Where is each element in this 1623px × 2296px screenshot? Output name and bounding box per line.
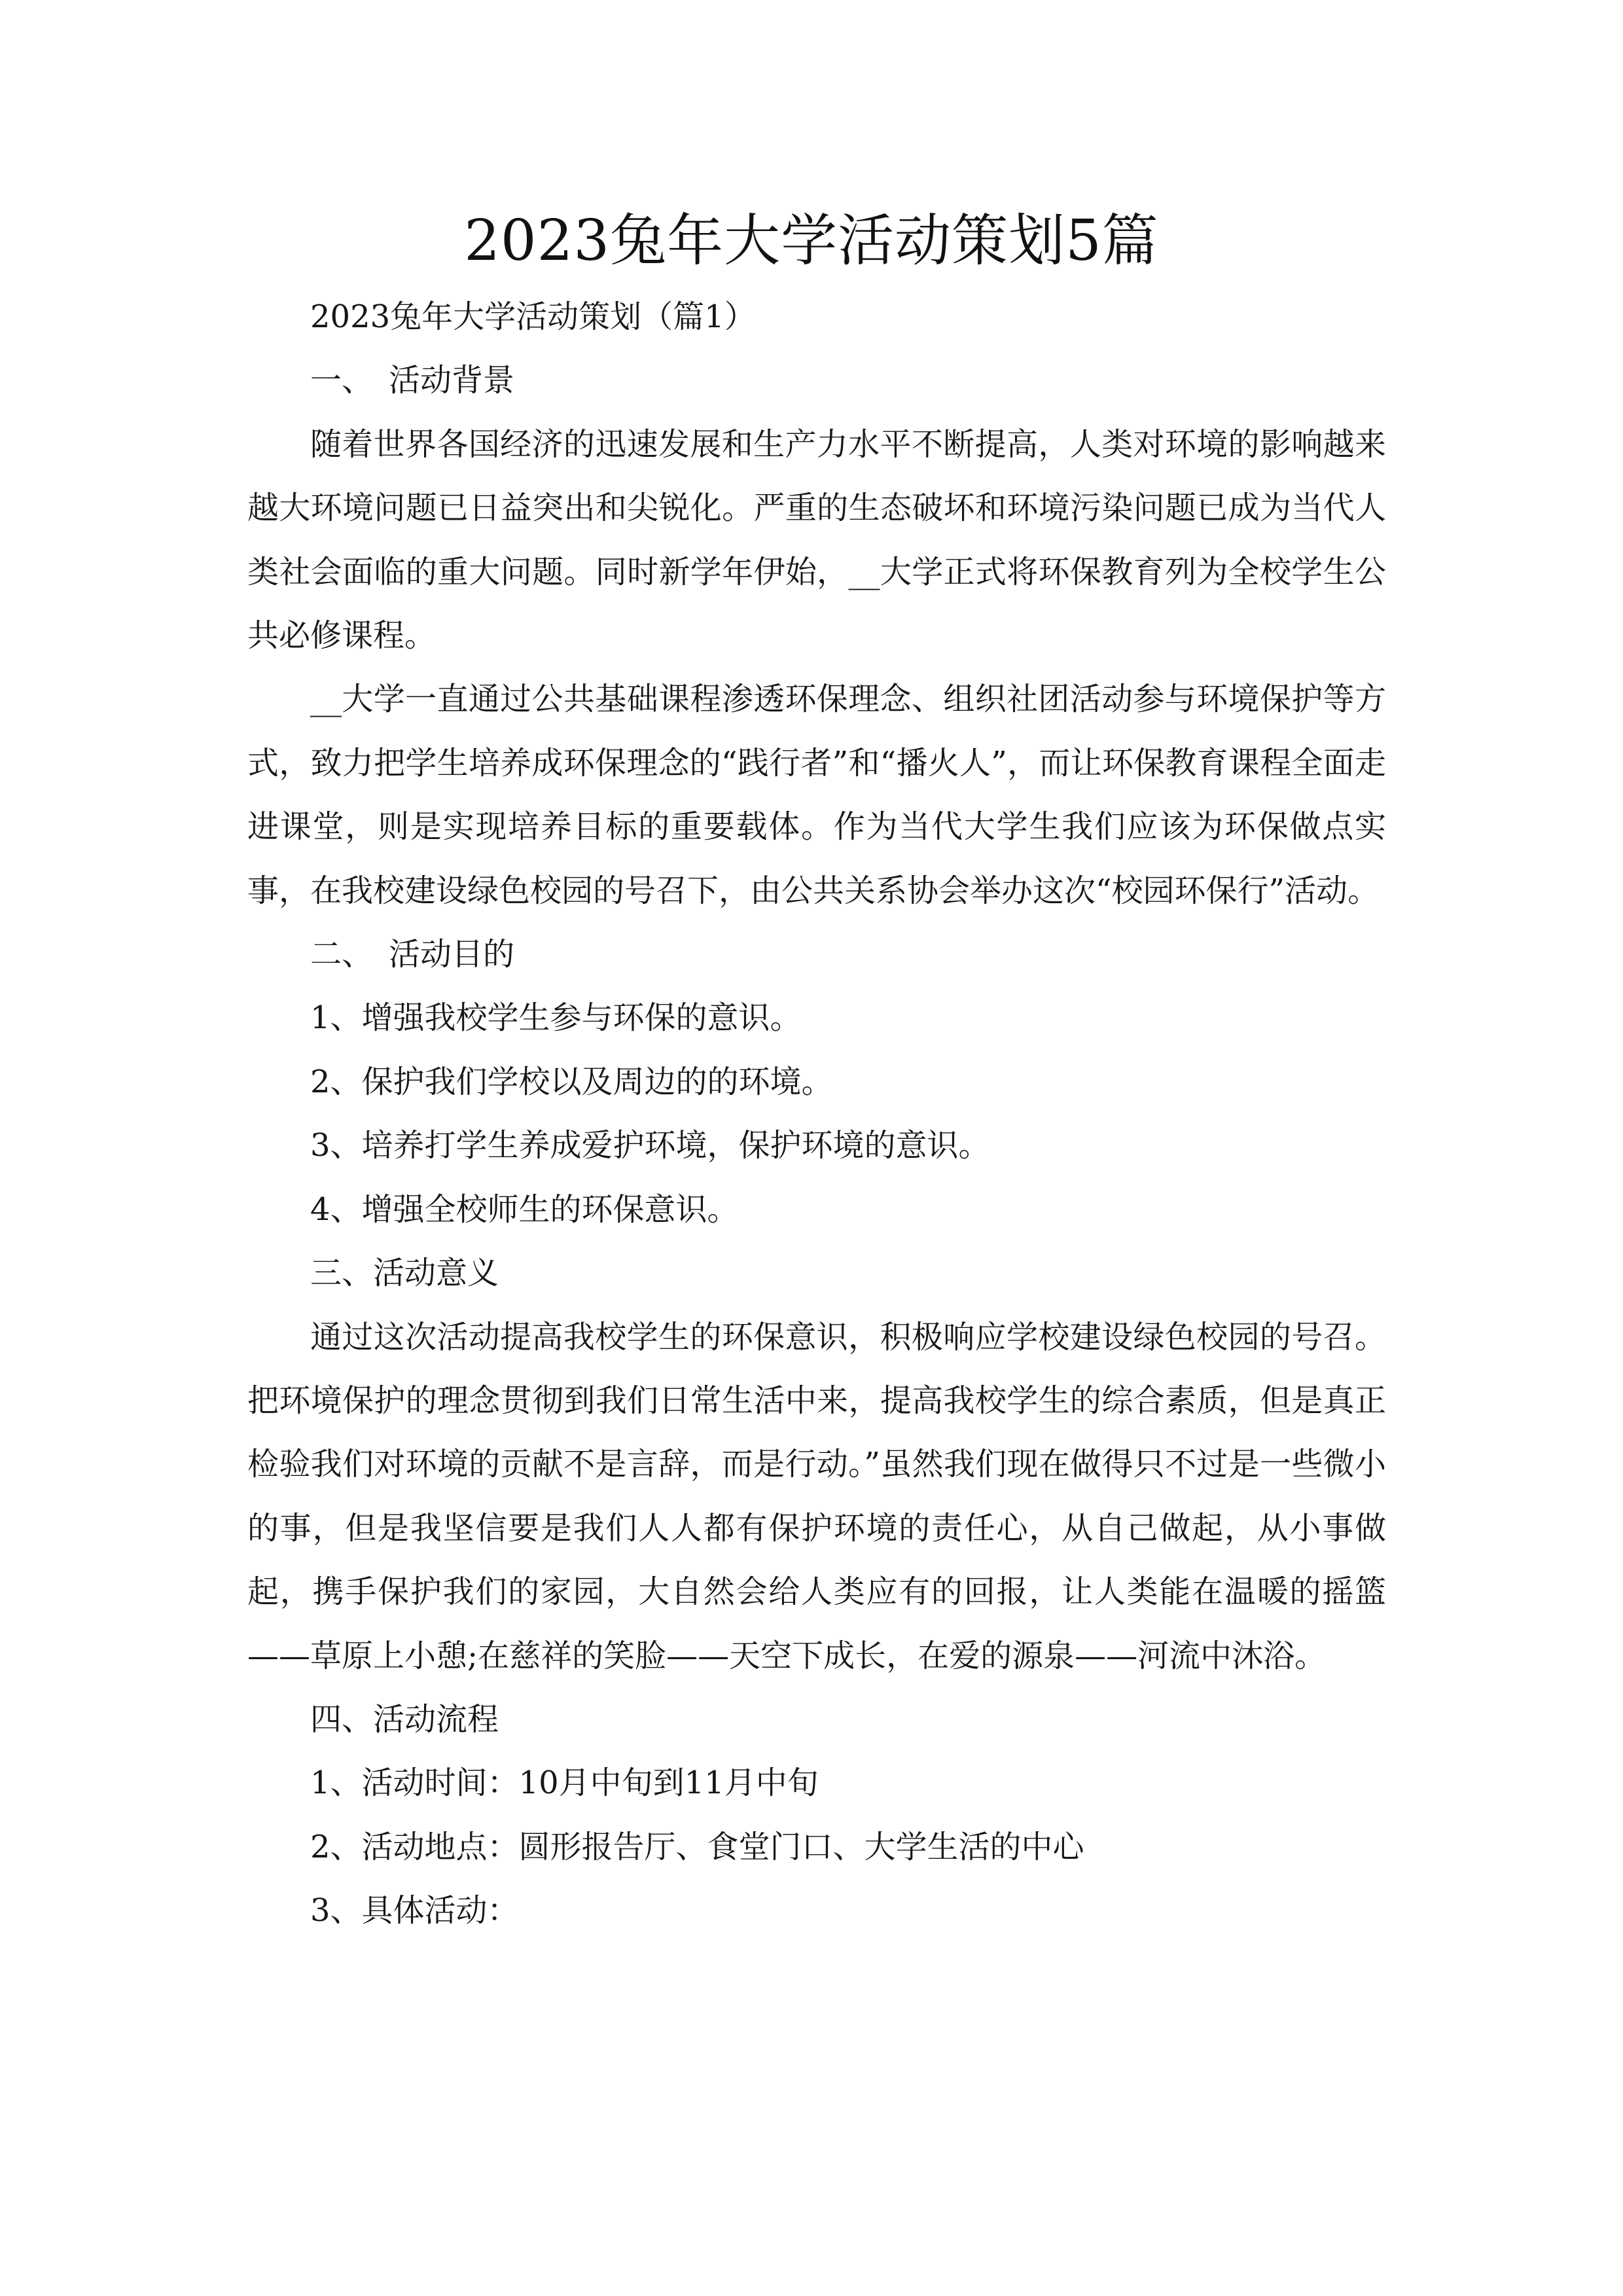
paragraph-background-2: __大学一直通过公共基础课程渗透环保理念、组织社团活动参与环境保护等方式，致力把学生培养成环保理念的“践行者”和“播火人”，而让环保教育课程全面走进课堂，则是实现培养目标的重要载体。作为当代大学生我们应该为环保做点实事，在我校建设绿色校园的号召下，由公共关系协会举办这次“校园环保行”活动。 xyxy=(247,681,1386,909)
list-item-process-location: 2、活动地点：圆形报告厅、食堂门口、大学生活的中心 xyxy=(310,1828,1084,1865)
list-item-process-activities: 3、具体活动： xyxy=(310,1892,519,1929)
section-heading-part1: 2023兔年大学活动策划（篇1） xyxy=(310,298,756,335)
paragraph-background-1: 随着世界各国经济的迅速发展和生产力水平不断提高，人类对环境的影响越来越大环境问题已日益突出和尖锐化。严重的生态破坏和环境污染问题已成为当代人类社会面临的重大问题。同时新学年伊始，__大学正式将环保教育列为全校学生公共必修课程。 xyxy=(247,425,1386,655)
document-title: 2023兔年大学活动策划5篇 xyxy=(464,208,1159,274)
heading-purpose: 二、 活动目的 xyxy=(310,936,515,973)
list-item-process-time: 1、活动时间：10月中旬到11月中旬 xyxy=(310,1765,819,1802)
heading-background: 一、 活动背景 xyxy=(310,362,515,399)
list-item-purpose-2: 2、保护我们学校以及周边的的环境。 xyxy=(310,1063,833,1100)
heading-process: 四、活动流程 xyxy=(310,1700,499,1738)
list-item-purpose-3: 3、培养打学生养成爱护环境，保护环境的意识。 xyxy=(310,1127,990,1164)
document-body xyxy=(247,285,1386,1943)
list-item-purpose-1: 1、增强我校学生参与环保的意识。 xyxy=(310,999,802,1037)
list-item-purpose-4: 4、增强全校师生的环保意识。 xyxy=(310,1191,739,1228)
paragraph-significance: 通过这次活动提高我校学生的环保意识，积极响应学校建设绿色校园的号召。把环境保护的理念贯彻到我们日常生活中来，提高我校学生的综合素质，但是真正检验我们对环境的贡献不是言辞，而是行动。”虽然我们现在做得只不过是一些微小的事，但是我坚信要是我们人人都有保护环境的责任心，从自己做起，从小事做起，携手保护我们的家园，大自然会给人类应有的回报，让人类能在温暖的摇篮——草原上小憩;在慈祥的笑脸——天空下成长，在爱的源泉——河流中沐浴。 xyxy=(247,1318,1386,1674)
heading-significance: 三、活动意义 xyxy=(310,1255,499,1292)
